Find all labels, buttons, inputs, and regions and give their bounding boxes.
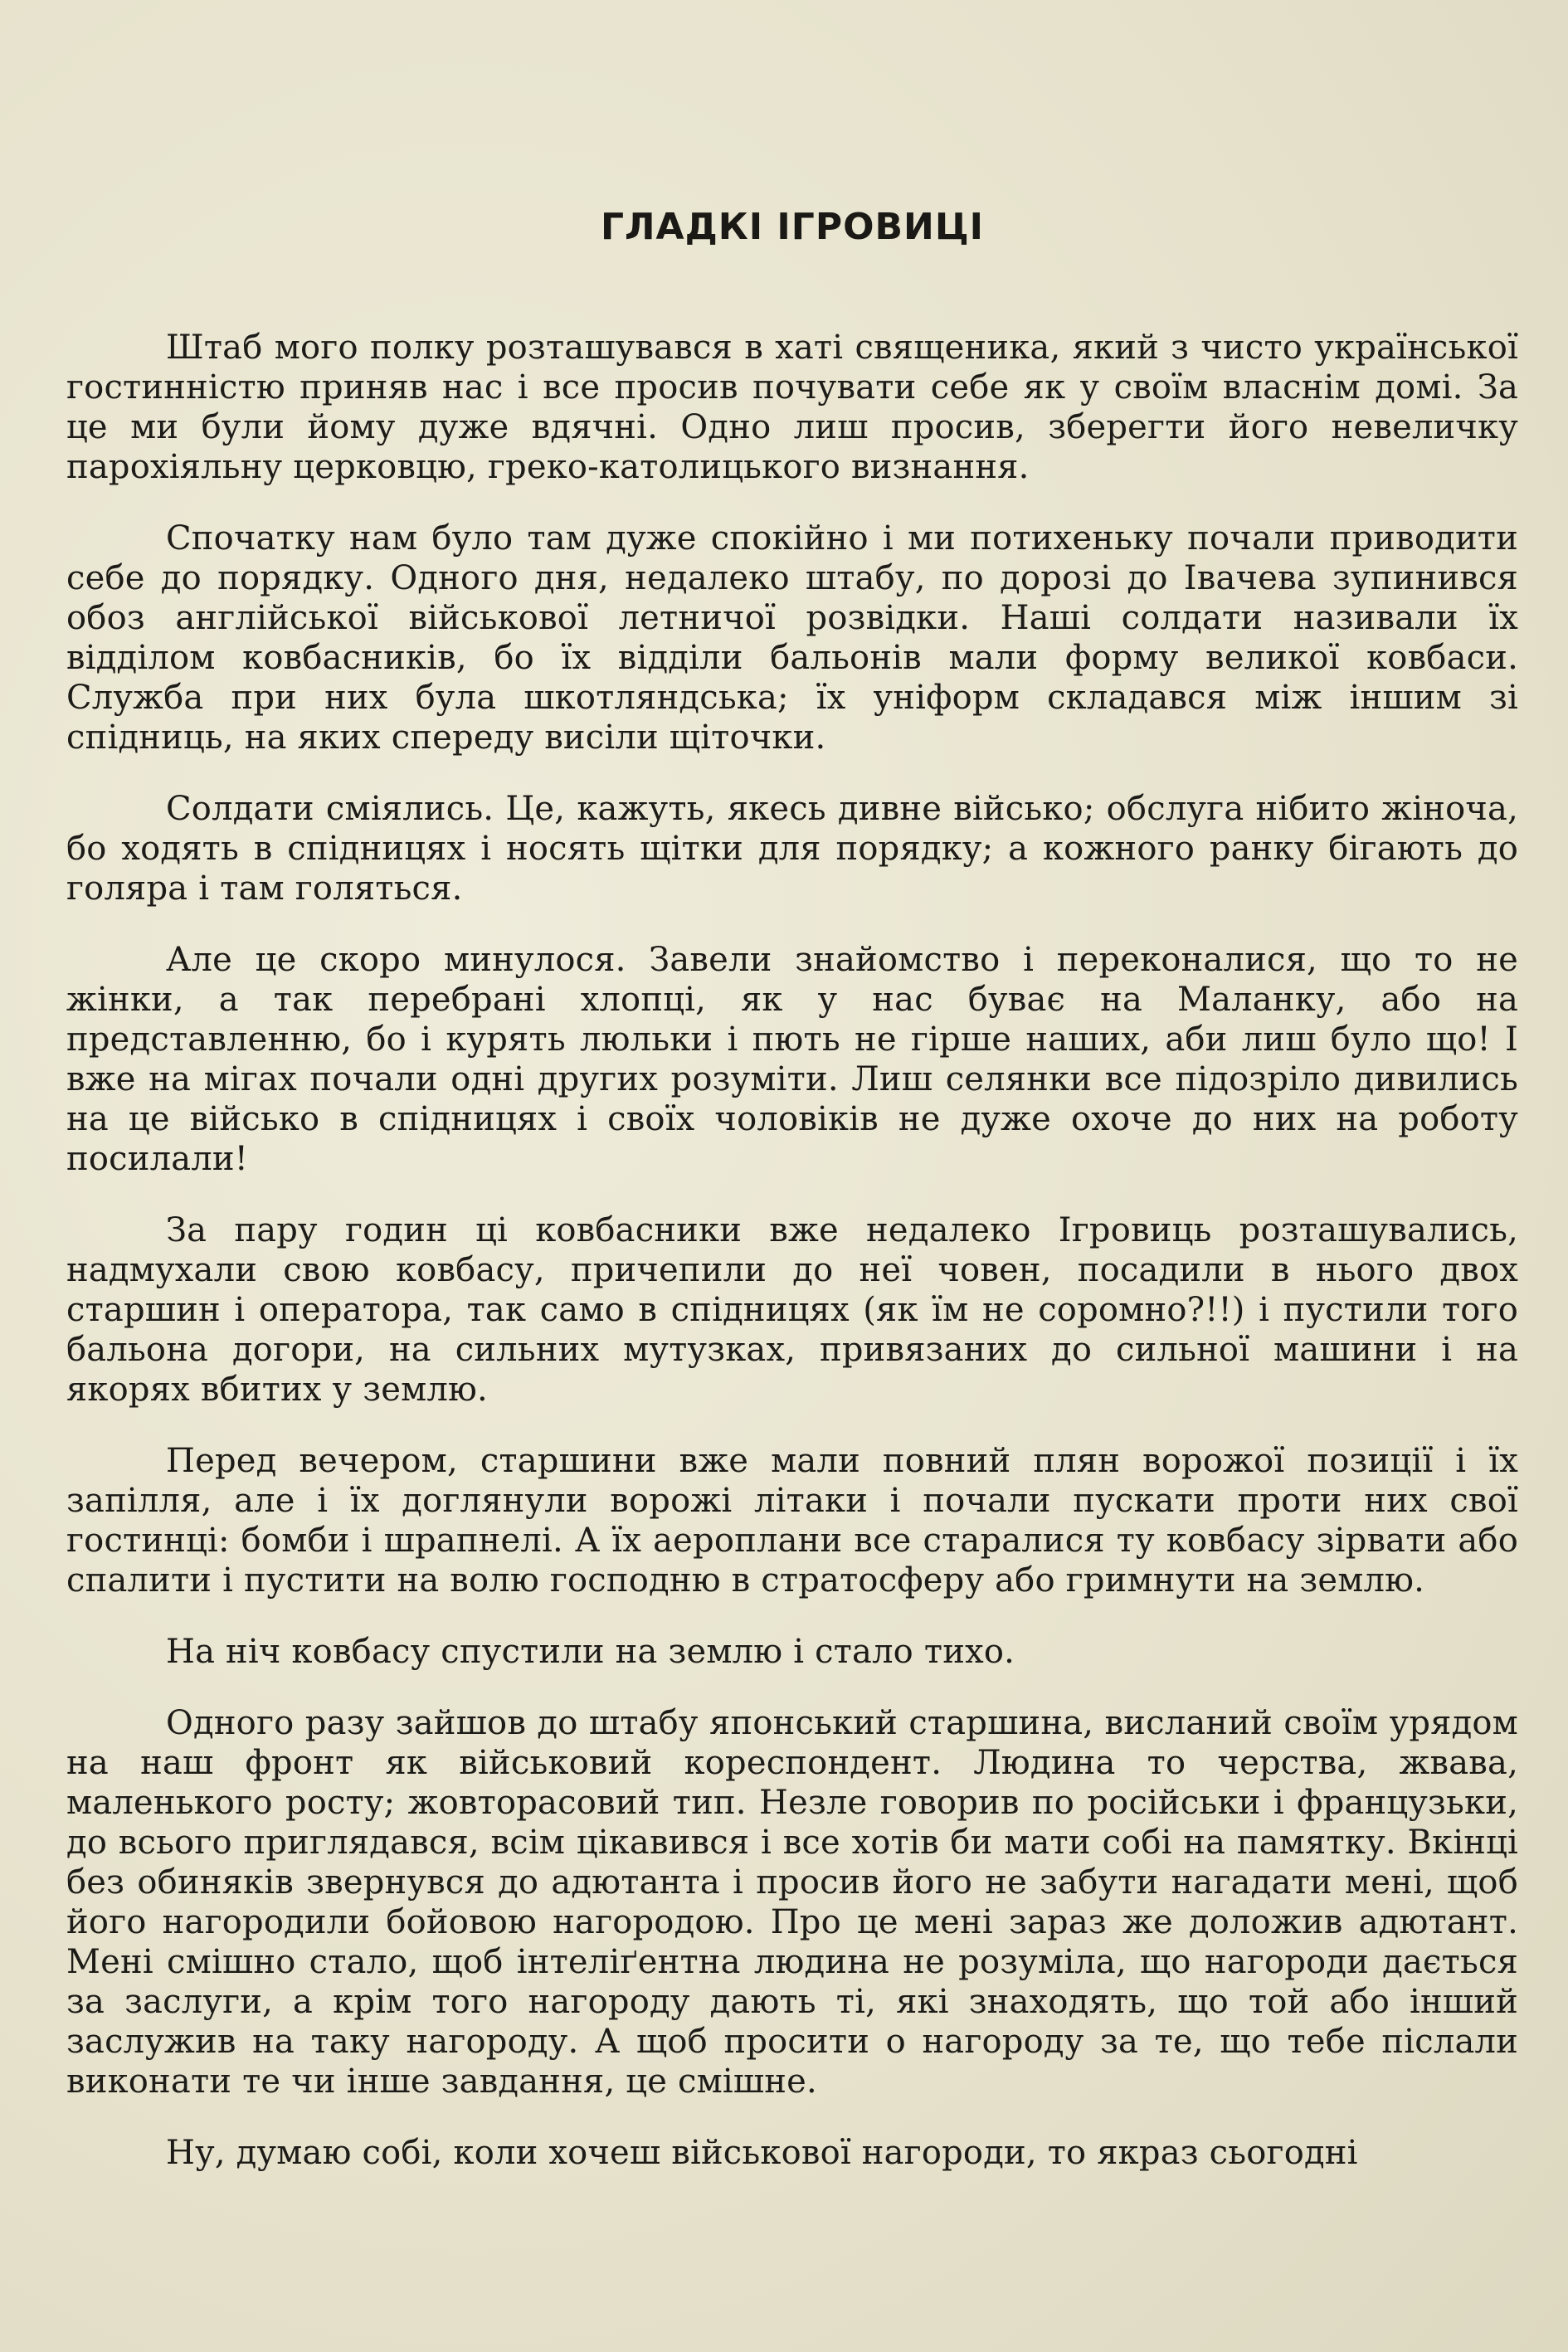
body-text: [66, 328, 1518, 2173]
paragraph: Але це скоро минулося. Завели знайомство і переконалися, що то не жінки, а так перебрані хлопці, як у нас буває на Маланку, або на представленню, бо і курять люльки і пють не гірше наших, аби лиш було що! І вже на мігах почали одні других розуміти. Лиш селянки все підозріло дивились на це військо в спідницях і своїх чоловіків не дуже охоче до них на роботу посилали!: [66, 941, 1518, 1178]
paragraph: Ну, думаю собі, коли хочеш військової нагороди, то якраз сьогодні: [166, 2134, 1358, 2172]
paragraph: На ніч ковбасу спустили на землю і стало тихо.: [166, 1633, 1015, 1671]
paragraph: Солдати сміялись. Це, кажуть, якесь дивне військо; обслуга нібито жіноча, бо ходять в спідницях і носять щітки для порядку; а кожного ранку бігають до голяра і там голяться.: [66, 790, 1518, 908]
chapter-title: ГЛАДКІ ІГРОВИЦІ: [600, 206, 985, 248]
paragraph: Штаб мого полку розташувався в хаті священика, який з чисто української гостинністю приняв нас і все просив почувати себе як у своїм власнім домі. За це ми були йому дуже вдячні. Одно лиш просив, зберегти його невеличку парохіяльну церковцю, греко-католицького визнання.: [66, 329, 1518, 486]
paragraph: Одного разу зайшов до штабу японський старшина, висланий своїм урядом на наш фронт як військовий кореспондент. Людина то черства, жвава, маленького росту; жовторасовий тип. Незле говорив по російськи і французьки, до всього приглядався, всім цікавився і все хотів би мати собі на памятку. Вкінці без обиняків звернувся до адютанта і просив його не забути нагадати мені, щоб його нагородили бойовою нагородою. Про це мені зараз же доложив адютант. Мені смішно стало, щоб інтеліґентна людина не розуміла, що нагороди дається за заслуги, а крім того нагороду дають ті, які знаходять, що той або інший заслужив на таку нагороду. А щоб просити о нагороду за те, що тебе післали виконати те чи інше завдання, це смішне.: [66, 1704, 1518, 2101]
paragraph: Перед вечером, старшини вже мали повний плян ворожої позиції і їх запілля, але і їх доглянули ворожі літаки і почали пускати проти них свої гостинці: бомби і шрапнелі. А їх аероплани все старалися ту ковбасу зірвати або спалити і пустити на волю господню в стратосферу або гримнути на землю.: [66, 1442, 1518, 1600]
paragraph: За пару годин ці ковбасники вже недалеко Ігровиць розташувались, надмухали свою ковбасу, причепили до неї човен, посадили в нього двох старшин і оператора, так само в спідницях (як їм не соромно?!!) і пустили того бальона догори, на сильних мутузках, привязаних до сильної машини і на якорях вбитих у землю.: [66, 1211, 1518, 1409]
paragraph: Спочатку нам було там дуже спокійно і ми потихеньку почали приводити себе до порядку. Одного дня, недалеко штабу, по дорозі до Івачева зупинився обоз англійської військової летничої розвідки. Наші солдати називали їх відділом ковбасників, бо їх відділи бальонів мали форму великої ковбаси. Служба при них була шкотляндська; їх уніформ складався між іншим зі спідниць, на яких спереду висіли щіточки.: [66, 519, 1518, 757]
